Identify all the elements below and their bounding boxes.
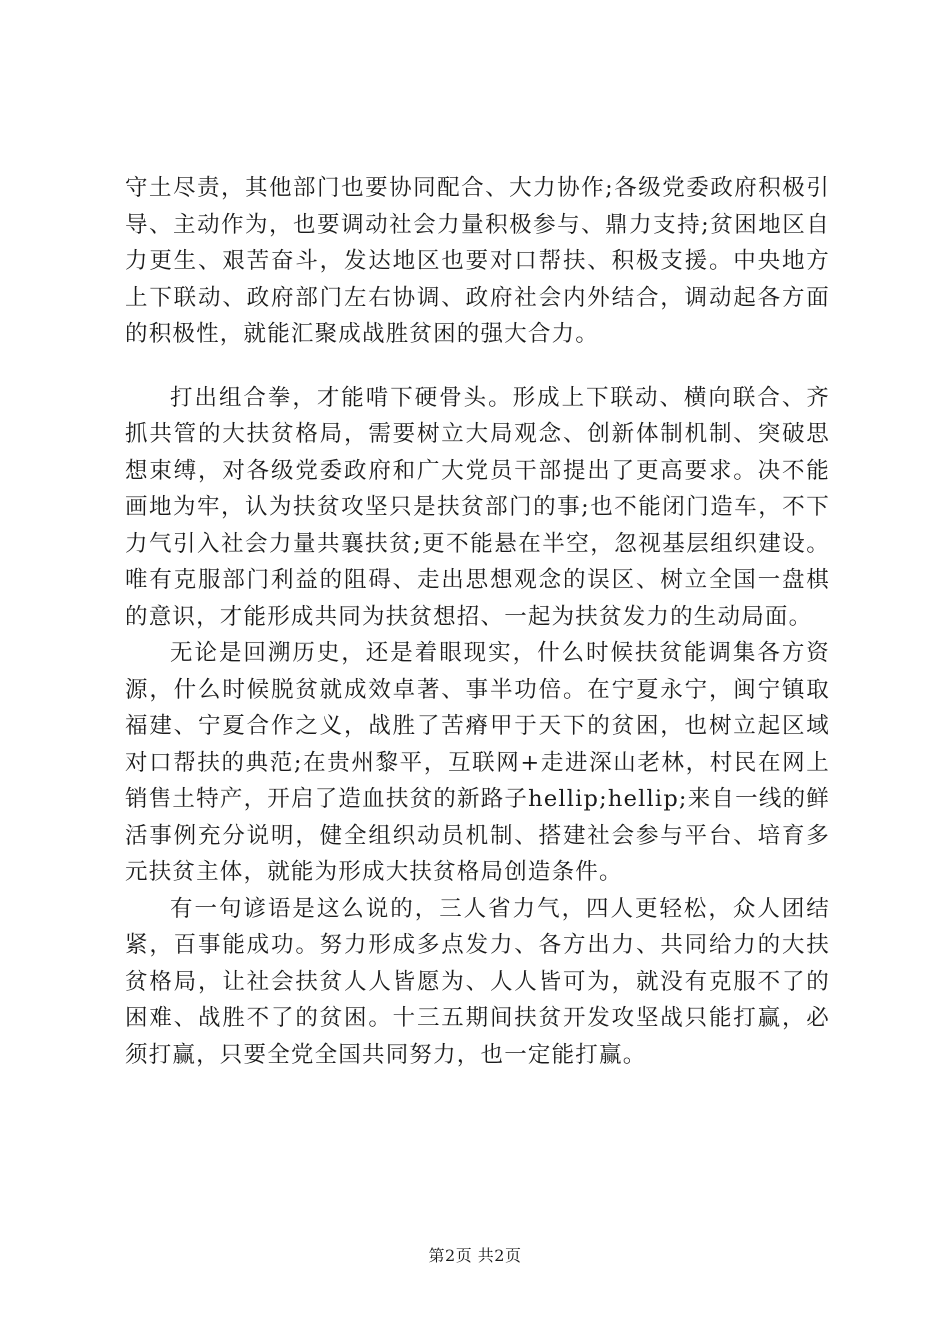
document-body [125, 170, 830, 1073]
paragraph-4: 有一句谚语是这么说的，三人省力气，四人更轻松，众人团结紧，百事能成功。努力形成多点发力、各方出力、共同给力的大扶贫格局，让社会扶贫人人皆愿为、人人皆可为，就没有克服不了的困难、战胜不了的贫困。十三五期间扶贫开发攻坚战只能打赢，必须打赢，只要全党全国共同努力，也一定能打赢。 [125, 895, 830, 1068]
page-number-footer: 第2页 共2页 [428, 1246, 522, 1265]
paragraph-3: 无论是回溯历史，还是着眼现实，什么时候扶贫能调集各方资源，什么时候脱贫就成效卓著、事半功倍。在宁夏永宁，闽宁镇取福建、宁夏合作之义，战胜了苦瘠甲于天下的贫困，也树立起区域对口帮扶的典范;在贵州黎平，互联网+走进深山老林，村民在网上销售土特产，开启了造血扶贫的新路子hellip;hellip;来自一线的鲜活事例充分说明，健全组织动员机制、搭建社会参与平台、培育多元扶贫主体，就能为形成大扶贫格局创造条件。 [125, 640, 830, 885]
paragraph-1: 守土尽责，其他部门也要协同配合、大力协作;各级党委政府积极引导、主动作为，也要调动社会力量积极参与、鼎力支持;贫困地区自力更生、艰苦奋斗，发达地区也要对口帮扶、积极支援。中央地方上下联动、政府部门左右协调、政府社会内外结合，调动起各方面的积极性，就能汇聚成战胜贫困的强大合力。 [125, 175, 830, 347]
paragraph-2: 打出组合拳，才能啃下硬骨头。形成上下联动、横向联合、齐抓共管的大扶贫格局，需要树立大局观念、创新体制机制、突破思想束缚，对各级党委政府和广大党员干部提出了更高要求。决不能画地为牢，认为扶贫攻坚只是扶贫部门的事;也不能闭门造车，不下力气引入社会力量共襄扶贫;更不能悬在半空，忽视基层组织建设。唯有克服部门利益的阻碍、走出思想观念的误区、树立全国一盘棋的意识，才能形成共同为扶贫想招、一起为扶贫发力的生动局面。 [125, 384, 830, 630]
